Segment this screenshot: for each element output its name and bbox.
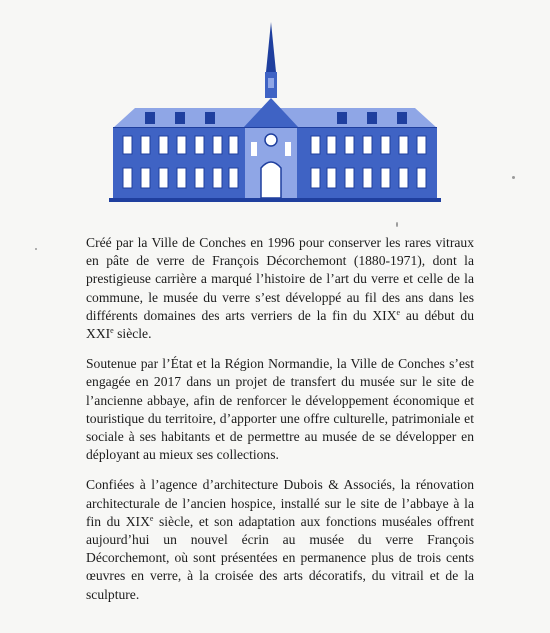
dormer-window — [205, 112, 215, 124]
upper-window — [141, 136, 150, 154]
entrance-door — [261, 162, 281, 198]
lower-window — [141, 168, 150, 188]
lower-window — [345, 168, 354, 188]
upper-window — [213, 136, 222, 154]
lower-window — [381, 168, 390, 188]
dormer-window — [397, 112, 407, 124]
upper-window — [417, 136, 426, 154]
lower-window — [417, 168, 426, 188]
upper-window — [345, 136, 354, 154]
upper-window — [399, 136, 408, 154]
upper-window — [177, 136, 186, 154]
upper-window — [195, 136, 204, 154]
ground-line — [109, 198, 441, 202]
paragraph-2: Soutenue par l’État et la Région Normandie, la Ville de Conches s’est engagée en 2017 dans un projet de transfert du musée sur le site de l’ancienne abbaye, afin de renforcer le développement économique et touristique du territoire, d’apporter une offre culturelle, patrimoniale et sociale à ses habitants et de permettre au musée de se développer en déployant au mieux ses collections. — [86, 356, 474, 463]
lower-window — [363, 168, 372, 188]
upper-window — [229, 136, 238, 154]
lower-window — [159, 168, 168, 188]
oculus — [265, 134, 277, 146]
lower-window — [177, 168, 186, 188]
paper-speck — [396, 222, 398, 227]
paragraph-3: Confiées à l’agence d’architecture Dubois & Associés, la rénovation architecturale de l’ancien hospice, installé sur le site de l’abbaye à la fin du XIXe siècle, et son adaptation aux fonctions muséales offrent aujourd’hui un nouvel écrin au musée du verre François Décorchemont, où sont présentées en permanence plus de trois cents œuvres en verre, à la croisée des arts décoratifs, du vitrail et de la sculpture. — [86, 477, 474, 602]
spire — [266, 22, 276, 72]
upper-window — [123, 136, 132, 154]
paragraph-1: Créé par la Ville de Conches en 1996 pour conserver les rares vitraux en pâte de verre de François Décorchemont (1880-1971), dont la prestigieuse carrière a marqué l’histoire de l’art du verre et celle de la commune, le musée du verre s’est développé au fil des ans dans les différents domaines des arts verriers de la fin du XIXe au début du XXIe siècle. — [86, 235, 474, 342]
upper-window — [311, 136, 320, 154]
lower-window — [229, 168, 238, 188]
museum-building-illustration — [105, 20, 445, 210]
lower-window — [213, 168, 222, 188]
lower-window — [311, 168, 320, 188]
tower-opening — [268, 78, 274, 88]
lower-window — [123, 168, 132, 188]
upper-window — [363, 136, 372, 154]
body-text — [86, 234, 474, 616]
upper-window — [159, 136, 168, 154]
pavilion-window — [251, 142, 257, 156]
lower-window — [195, 168, 204, 188]
paper-speck — [512, 176, 515, 179]
lower-window — [327, 168, 336, 188]
paper-speck — [35, 248, 37, 250]
upper-window — [381, 136, 390, 154]
dormer-window — [337, 112, 347, 124]
dormer-window — [367, 112, 377, 124]
dormer-window — [145, 112, 155, 124]
dormer-window — [175, 112, 185, 124]
pavilion-window — [285, 142, 291, 156]
lower-window — [399, 168, 408, 188]
upper-window — [327, 136, 336, 154]
